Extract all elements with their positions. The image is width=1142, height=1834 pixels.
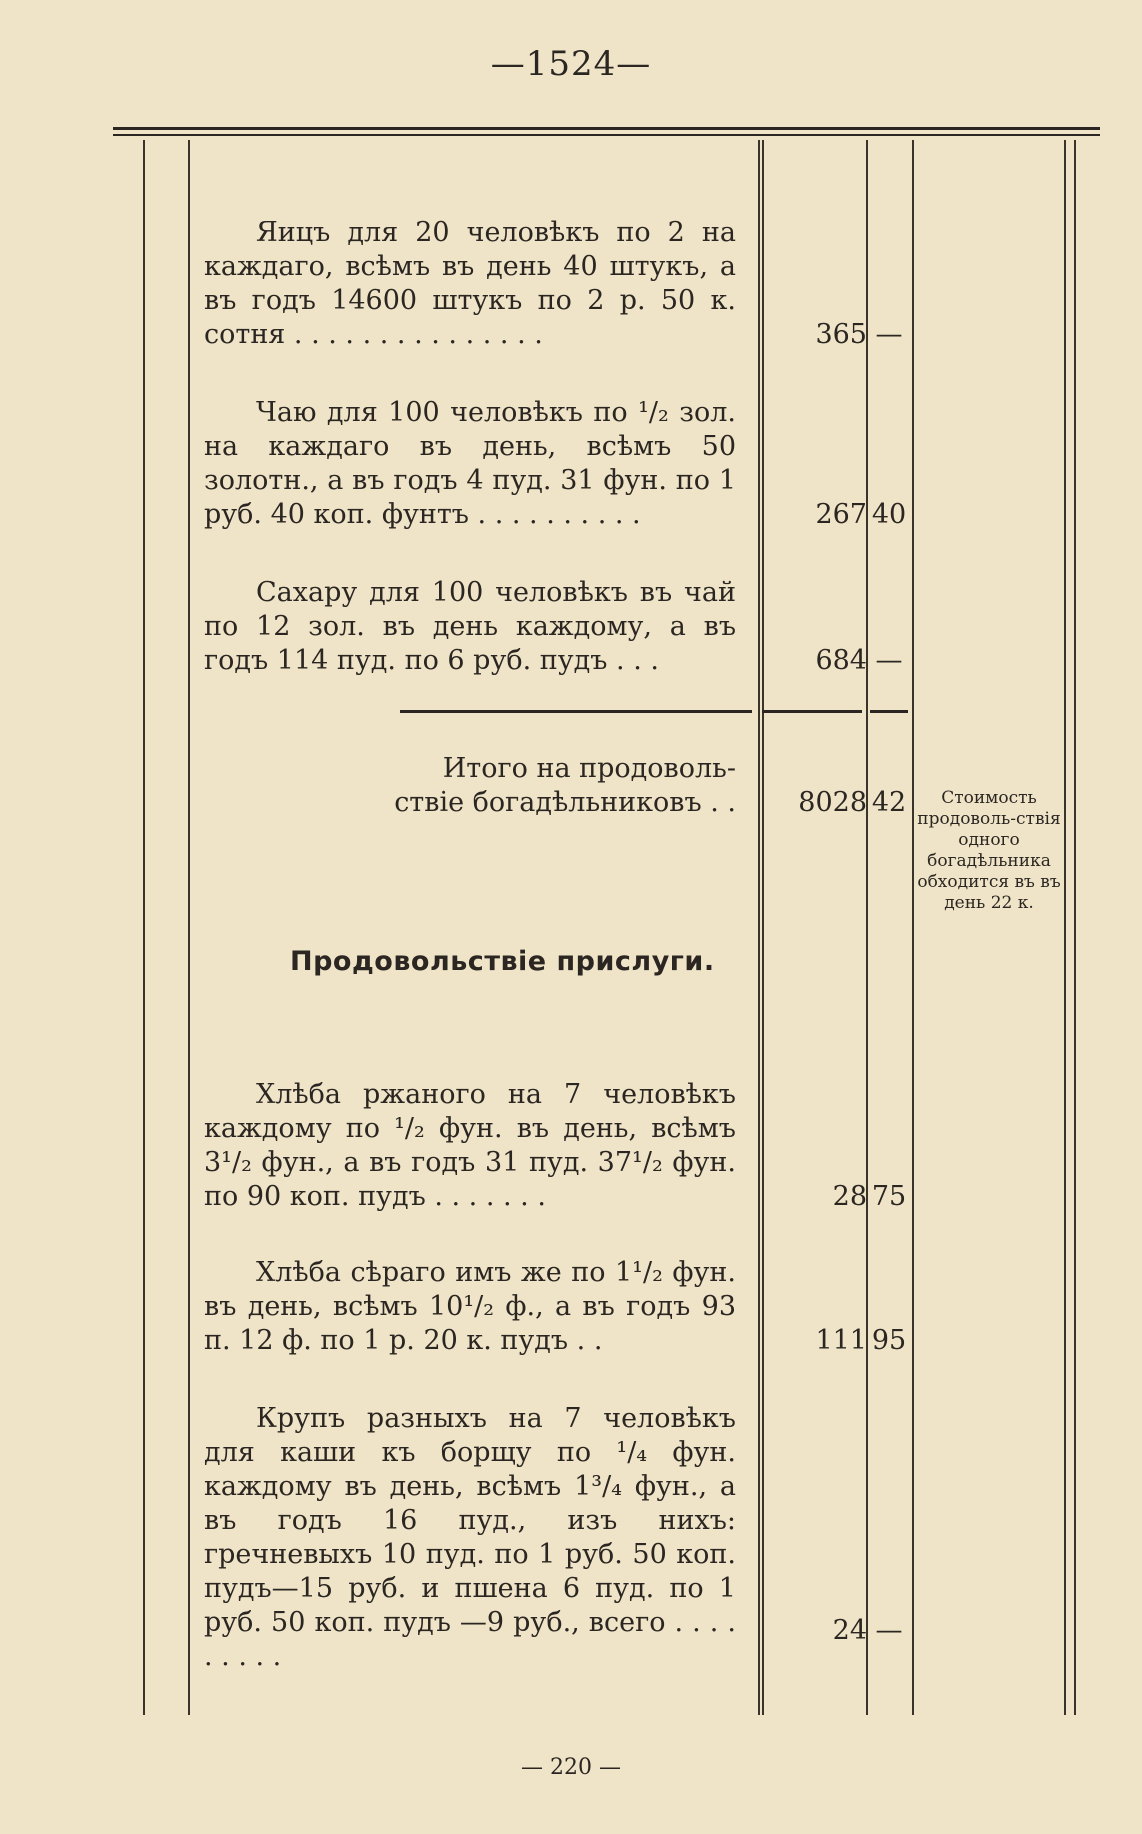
entry-grey-bread: Хлѣба сѣраго имъ же по 1¹/₂ фун. въ день, всѣмъ 10¹/₂ ф., а въ годъ 93 п. 12 ф. по 1 р. 20 к. пудъ . . — [204, 1257, 736, 1356]
column-line-rub-left2 — [762, 140, 764, 1715]
entry-groats-rub: 24 — [832, 1615, 867, 1646]
column-line-kop-left — [866, 140, 868, 1715]
entry-eggs-rub: 365 — [815, 319, 867, 350]
total-kop: 42 — [871, 787, 907, 818]
section-title: Продовольствіе прислуги. — [290, 946, 715, 977]
side-note: Стоимость продоволь-ствія одного богадѣльника обходится въ въ день 22 к. — [917, 788, 1061, 913]
top-rule-thick — [113, 127, 1100, 130]
total-rub: 8028 — [798, 787, 867, 818]
column-line-rub-left — [758, 140, 760, 1715]
total-label — [204, 752, 736, 820]
entry-rye-bread-rub: 28 — [832, 1181, 867, 1212]
column-line-kop-right — [912, 140, 914, 1715]
entry-groats-kop: — — [875, 1615, 903, 1646]
top-rule-thin — [113, 134, 1100, 136]
total-label-line2: ствіе богадѣльниковъ . . — [394, 787, 736, 818]
total-label-line1: Итого на продоволь- — [442, 753, 736, 784]
entry-tea-rub: 267 — [815, 499, 867, 530]
entry-sugar-kop: — — [875, 645, 903, 676]
entry-tea: Чаю для 100 человѣкъ по ¹/₂ зол. на каждаго въ день, всѣмъ 50 золотн., а въ годъ 4 пуд. 31 фун. по 1 руб. 40 коп. фунтъ . . . . . . . . . . — [204, 397, 736, 530]
entry-rye-bread: Хлѣба ржаного на 7 человѣкъ каждому по ¹/₂ фун. въ день, всѣмъ 3¹/₂ фун., а въ годъ 31 пуд. 37¹/₂ фун. по 90 коп. пудъ . . . . . . . — [204, 1079, 736, 1212]
page-number: —1524— — [490, 44, 652, 84]
column-line-left-outer — [143, 140, 145, 1715]
entry-tea-kop: 40 — [871, 499, 907, 530]
entry-groats: Крупъ разныхъ на 7 человѣкъ для каши къ борщу по ¹/₄ фун. каждому въ день, всѣмъ 1³/₄ фун., а въ годъ 16 пуд., изъ нихъ: гречневыхъ 10 пуд. по 1 руб. 50 коп. пудъ—15 руб. и пшена 6 пуд. по 1 руб. 50 коп. пудъ —9 руб., всего . . . . . . . . . — [204, 1403, 736, 1672]
entry-sugar: Сахару для 100 человѣкъ въ чай по 12 зол. въ день каждому, а въ годъ 114 пуд. по 6 руб. пудъ . . . — [204, 577, 736, 676]
sum-rule-rub — [762, 710, 862, 713]
entry-rye-bread-kop: 75 — [871, 1181, 907, 1212]
column-line-right-outer — [1074, 140, 1076, 1715]
entry-eggs: Яицъ для 20 человѣкъ по 2 на каждаго, всѣмъ въ день 40 штукъ, а въ годъ 14600 штукъ по 2 р. 50 к. сотня . . . . . . . . . . . . . . . — [204, 217, 736, 350]
entry-eggs-kop: — — [875, 319, 903, 350]
sum-rule-kop — [870, 710, 908, 713]
sum-rule-text — [400, 710, 752, 713]
column-line-right-inner — [1064, 140, 1066, 1715]
entry-sugar-rub: 684 — [815, 645, 867, 676]
entry-grey-bread-rub: 111 — [815, 1325, 867, 1356]
column-line-left-inner — [188, 140, 190, 1715]
entry-grey-bread-kop: 95 — [871, 1325, 907, 1356]
footer-page-number: — 220 — — [521, 1755, 621, 1780]
